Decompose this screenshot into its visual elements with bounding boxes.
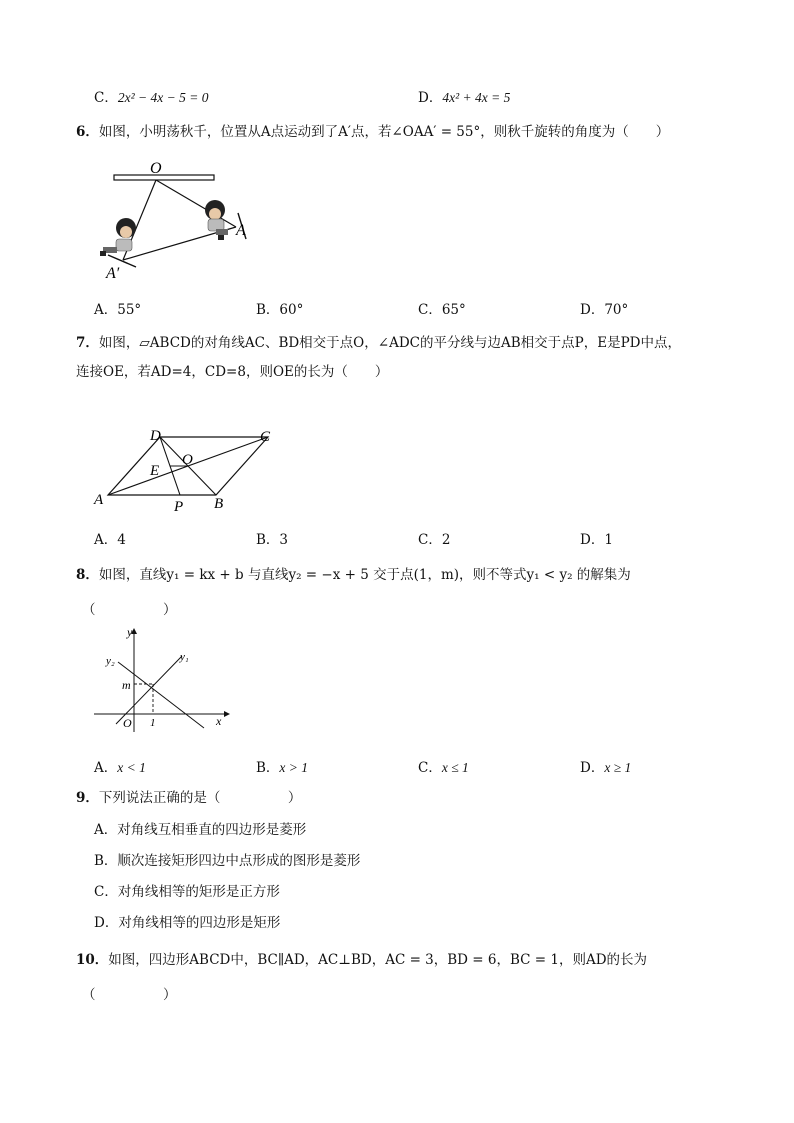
q9-option-a: A．对角线互相垂直的四边形是菱形: [94, 822, 307, 838]
q8-option-c: C．x ≤ 1: [418, 760, 469, 776]
label-y1: y₁: [180, 651, 189, 663]
label-y2: y₂: [106, 655, 115, 667]
kid-left-figure: [100, 218, 136, 256]
q7-option-d: D．1: [580, 532, 613, 548]
q6-option-c: C．65°: [418, 302, 466, 318]
label-x: x: [216, 714, 222, 728]
label-a: A: [94, 492, 104, 508]
q6-option-b: B．60°: [256, 302, 304, 318]
label-b: B: [214, 496, 224, 512]
rope-right: [156, 180, 236, 227]
label-y: y: [127, 625, 133, 639]
q10-answer-paren: （ ）: [82, 987, 177, 1003]
swing-beam: [114, 175, 214, 180]
q8-option-b: B．x > 1: [256, 760, 309, 776]
q8-option-a: A．x < 1: [94, 760, 146, 776]
q9-option-d: D．对角线相等的四边形是矩形: [94, 915, 281, 931]
q9-option-b: B．顺次连接矩形四边中点形成的图形是菱形: [94, 853, 361, 869]
q8-lines-graph: [92, 622, 232, 734]
q8-answer-paren: （ ）: [82, 602, 177, 618]
q6-stem: 6．如图，小明荡秋千，位置从A点运动到了A′点，若∠OAA′ = 55°，则秋千旋转的角度为（ ）: [76, 124, 670, 140]
label-c: C: [260, 429, 271, 445]
label-a: A: [236, 222, 246, 239]
q6-swing-figure: [88, 155, 258, 285]
q9-option-c: C．对角线相等的矩形是正方形: [94, 884, 280, 900]
label-origin: O: [123, 716, 132, 730]
q5-option-d: D．4x² + 4x = 5: [418, 90, 511, 106]
label-o: O: [150, 160, 162, 177]
label-m: m: [122, 678, 131, 692]
label-d: D: [150, 428, 161, 444]
label-one: 1: [150, 717, 156, 729]
label-a-prime: A′: [106, 265, 120, 282]
q6-option-a: A．55°: [94, 302, 142, 318]
q6-option-d: D．70°: [580, 302, 629, 318]
q7-parallelogram-figure: [94, 425, 284, 515]
label-o: O: [182, 452, 193, 468]
q9-stem: 9．下列说法正确的是（ ）: [76, 790, 302, 806]
q7-option-a: A．4: [94, 532, 126, 548]
q8-stem: 8．如图，直线y₁ = kx + b 与直线y₂ = −x + 5 交于点(1，m)，则不等式y₁ < y₂ 的解集为: [76, 567, 631, 583]
label-p: P: [174, 499, 184, 515]
q7-stem-line1: 7．如图，▱ABCD的对角线AC、BD相交于点O，∠ADC的平分线与边AB相交于点P，E是PD中点，: [76, 335, 681, 351]
q7-option-b: B．3: [256, 532, 289, 548]
x-axis-arrow: [224, 711, 230, 717]
q10-stem: 10．如图，四边形ABCD中，BC∥AD，AC⊥BD，AC = 3，BD = 6，BC = 1，则AD的长为: [76, 952, 648, 968]
q7-option-c: C．2: [418, 532, 451, 548]
label-e: E: [150, 463, 160, 479]
q7-stem-line2: 连接OE，若AD=4，CD=8，则OE的长为（ ）: [76, 364, 389, 380]
q8-option-d: D．x ≥ 1: [580, 760, 632, 776]
q5-option-c: C．2x² − 4x − 5 = 0: [94, 90, 209, 106]
